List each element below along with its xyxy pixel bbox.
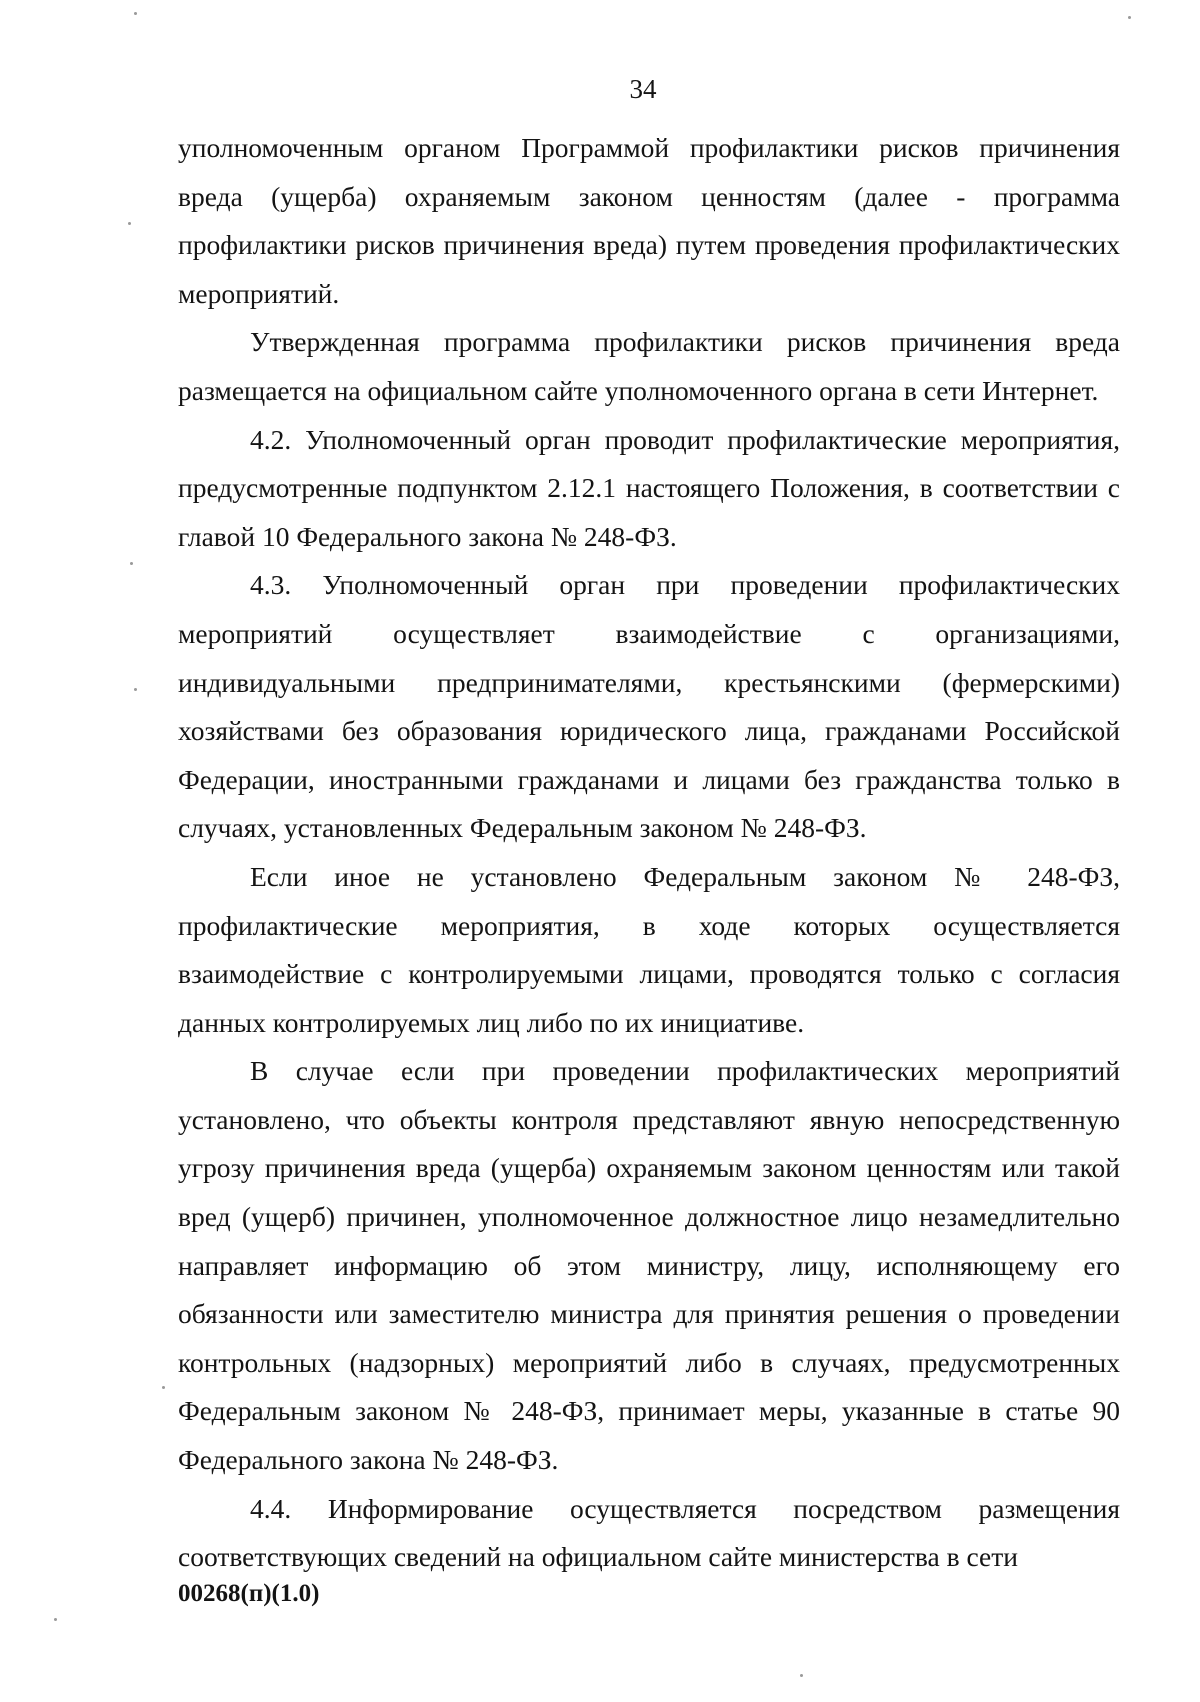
paragraph-4-4: 4.4. Информирование осуществляется посредством размещения соответствующих сведений на официальном сайте министерства в сети	[178, 1492, 1120, 1573]
paragraph-approved-program: Утвержденная программа профилактики рисков причинения вреда размещается на официальном сайте уполномоченного органа в сети Интернет.	[178, 326, 1120, 406]
scan-speck	[800, 1674, 803, 1677]
scan-speck	[134, 688, 137, 691]
paragraph-consent: Если иное не установлено Федеральным законом № 248-ФЗ, профилактические мероприятия, в ходе которых осуществляется взаимодействие с контролируемыми лицами, проводятся только с согласия данных контролируемых лиц либо по их инициативе.	[178, 860, 1120, 1038]
page-number: 34	[629, 74, 657, 104]
scan-speck	[1128, 16, 1131, 19]
scan-speck	[130, 562, 133, 565]
paragraph-continuation: уполномоченным органом Программой профилактики рисков причинения вреда (ущерба) охраняемым законом ценностям (далее - программа профилактики рисков причинения вреда) путем проведения профилактических мероприятий.	[178, 132, 1120, 309]
paragraph-4-3: 4.3. Уполномоченный орган при проведении профилактических мероприятий осуществляет взаимодействие с организациями, индивидуальными предпринимателями, крестьянскими (фермерскими) хозяйствами без образования юридического лица, гражданами Российской Федерации, иностранными гражданами и лицами без гражданства только в случаях, установленных Федеральным законом № 248-ФЗ.	[178, 569, 1120, 844]
scan-speck	[134, 12, 137, 15]
scan-speck	[54, 1618, 57, 1621]
scan-speck	[162, 1386, 165, 1389]
paragraph-4-2: 4.2. Уполномоченный орган проводит профилактические мероприятия, предусмотренные подпунктом 2.12.1 настоящего Положения, в соответствии с главой 10 Федерального закона № 248-ФЗ.	[178, 423, 1120, 552]
document-code: 00268(п)(1.0)	[178, 1580, 320, 1607]
document-body	[178, 124, 1120, 1582]
scan-speck	[128, 222, 131, 225]
paragraph-threat: В случае если при проведении профилактических мероприятий установлено, что объекты контроля представляют явную непосредственную угрозу причинения вреда (ущерба) охраняемым законом ценностям или такой вред (ущерб) причинен, уполномоченное должностное лицо незамедлительно направляет информацию об этом министру, лицу, исполняющему его обязанности или заместителю министра для принятия решения о проведении контрольных (надзорных) мероприятий либо в случаях, предусмотренных Федеральным законом № 248-ФЗ, принимает меры, указанные в статье 90 Федерального закона № 248-ФЗ.	[178, 1055, 1120, 1476]
